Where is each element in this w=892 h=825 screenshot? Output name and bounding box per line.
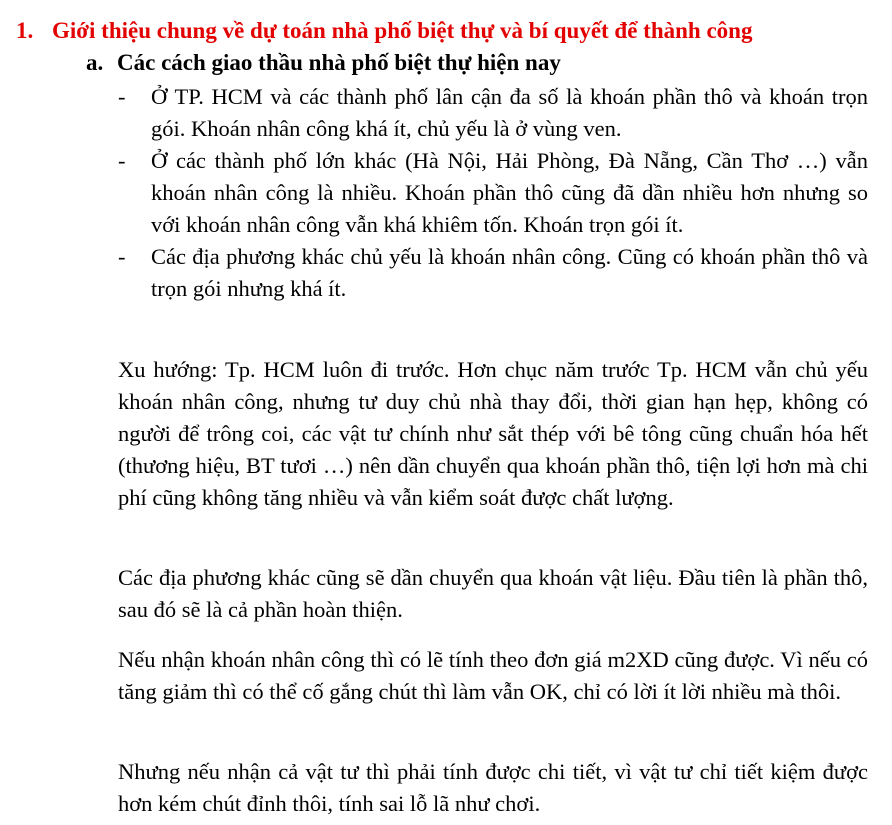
subsection-heading-a — [86, 47, 561, 79]
paragraph-labor-contract: Nếu nhận khoán nhân công thì có lẽ tính theo đơn giá m2XD cũng được. Vì nếu có tăng giảm thì có thể cố gắng chút thì làm vẫn OK, chỉ có lời ít lời nhiều mà thôi. — [118, 647, 868, 704]
bullet-item — [118, 145, 868, 241]
bullet-list — [118, 81, 868, 305]
bullet-item — [118, 81, 868, 145]
subsection-letter: a. — [86, 50, 104, 75]
bullet-marker: - — [118, 244, 126, 269]
bullet-text: Ở TP. HCM và các thành phố lân cận đa số là khoán phần thô và khoán trọn gói. Khoán nhân công khá ít, chủ yếu là ở vùng ven. — [151, 84, 868, 141]
bullet-text: Các địa phương khác chủ yếu là khoán nhân công. Cũng có khoán phần thô và trọn gói nhưng khá ít. — [151, 244, 868, 301]
bullet-text: Ở các thành phố lớn khác (Hà Nội, Hải Phòng, Đà Nẵng, Cần Thơ …) vẫn khoán nhân công là nhiều. Khoán phần thô cũng đã dần nhiều hơn nhưng so với khoán nhân công vẫn khá khiêm tốn. Khoán trọn gói ít. — [151, 148, 868, 237]
paragraph-material-contract: Nhưng nếu nhận cả vật tư thì phải tính được chi tiết, vì vật tư chỉ tiết kiệm được hơn kém chút đỉnh thôi, tính sai lỗ lã như chơi. — [118, 759, 868, 816]
section-title: Giới thiệu chung về dự toán nhà phố biệt thự và bí quyết để thành công — [52, 18, 753, 43]
bullet-item — [118, 241, 868, 305]
bullet-marker: - — [118, 84, 126, 109]
section-number: 1. — [16, 18, 34, 43]
paragraph-trend: Xu hướng: Tp. HCM luôn đi trước. Hơn chục năm trước Tp. HCM vẫn chủ yếu khoán nhân công, nhưng tư duy chủ nhà thay đổi, thời gian hạn hẹp, không có người để trông coi, các vật tư chính như sắt thép với bê tông cũng chuẩn hóa hết (thương hiệu, BT tươi …) nên dần chuyển qua khoán phần thô, tiện lợi hơn mà chi phí cũng không tăng nhiều và vẫn kiểm soát được chất lượng. — [118, 357, 868, 510]
subsection-title: Các cách giao thầu nhà phố biệt thự hiện nay — [117, 50, 561, 75]
paragraph-other-regions: Các địa phương khác cũng sẽ dần chuyển qua khoán vật liệu. Đầu tiên là phần thô, sau đó sẽ là cả phần hoàn thiện. — [118, 565, 868, 622]
section-heading-1 — [16, 15, 886, 47]
bullet-marker: - — [118, 148, 126, 173]
